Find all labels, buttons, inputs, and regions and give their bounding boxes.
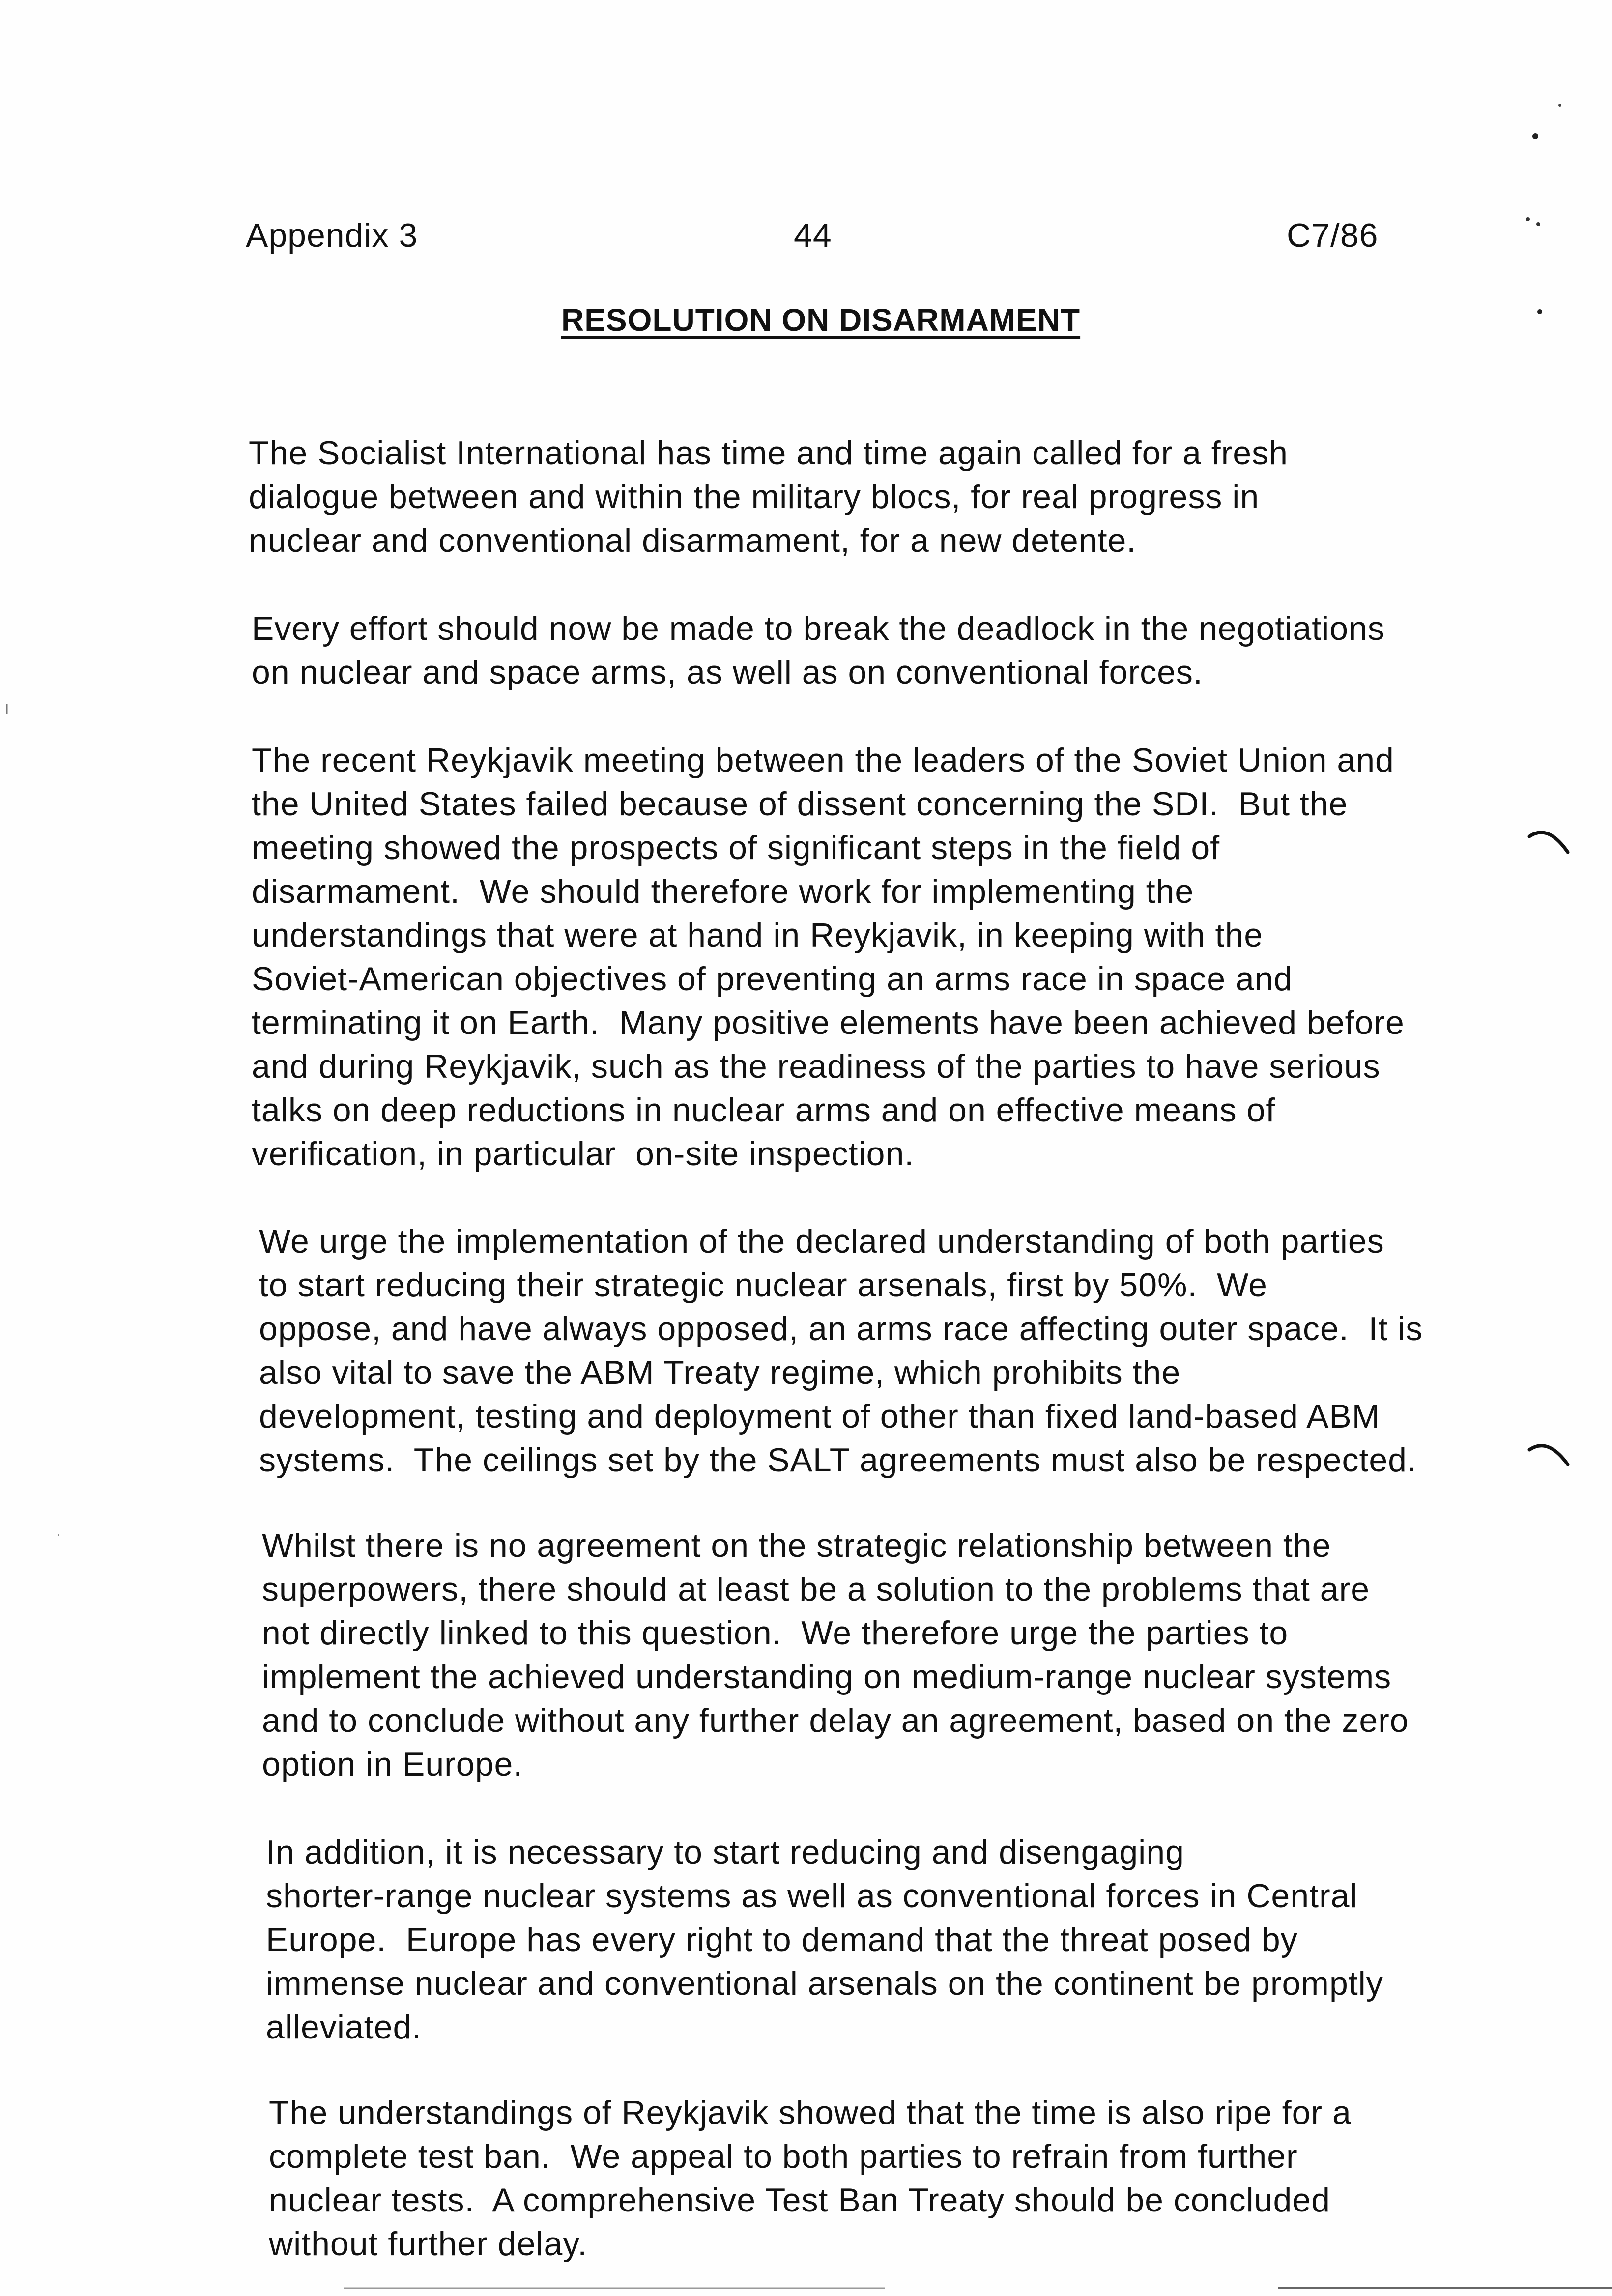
text-line: nuclear tests. A comprehensive Test Ban Treaty should be concluded <box>269 2181 1330 2219</box>
text-line: The recent Reykjavik meeting between the leaders of the Soviet Union and <box>252 742 1394 779</box>
text-line: disarmament. We should therefore work for implementing the <box>252 873 1194 910</box>
scan-speck <box>58 1534 59 1536</box>
text-line: without further delay. <box>269 2225 588 2263</box>
text-line: also vital to save the ABM Treaty regime, which prohibits the <box>259 1354 1181 1391</box>
paragraph-5 <box>262 1524 1409 1786</box>
margin-curl-mark <box>1529 832 1568 852</box>
text-line: option in Europe. <box>262 1746 523 1783</box>
text-line: talks on deep reductions in nuclear arms and on effective means of <box>252 1091 1276 1129</box>
appendix-label: Appendix 3 <box>246 217 418 254</box>
paragraph-7 <box>269 2091 1352 2266</box>
text-line: Whilst there is no agreement on the strategic relationship between the <box>262 1527 1331 1564</box>
text-line: In addition, it is necessary to start reducing and disengaging <box>266 1834 1184 1871</box>
text-line: and during Reykjavik, such as the readiness of the parties to have serious <box>252 1048 1381 1085</box>
text-line: systems. The ceilings set by the SALT agreements must also be respected. <box>259 1441 1417 1479</box>
text-line: Europe. Europe has every right to demand that the threat posed by <box>266 1921 1298 1958</box>
text-line: not directly linked to this question. We therefore urge the parties to <box>262 1614 1289 1652</box>
margin-dot <box>1526 217 1530 221</box>
text-line: Every effort should now be made to break the deadlock in the negotiations <box>252 610 1385 647</box>
text-line: immense nuclear and conventional arsenals on the continent be promptly <box>266 1965 1383 2002</box>
text-line: Soviet-American objectives of preventing an arms race in space and <box>252 960 1293 998</box>
text-line: the United States failed because of dissent concerning the SDI. But the <box>252 785 1348 823</box>
text-line: on nuclear and space arms, as well as on conventional forces. <box>252 654 1203 691</box>
paragraph-1 <box>249 431 1288 563</box>
margin-dot <box>1536 222 1540 226</box>
text-line: shorter-range nuclear systems as well as conventional forces in Central <box>266 1877 1358 1915</box>
margin-dot <box>1537 309 1542 314</box>
text-line: The Socialist International has time and time again called for a fresh <box>249 434 1288 472</box>
text-line: complete test ban. We appeal to both parties to refrain from further <box>269 2138 1298 2175</box>
paragraph-6 <box>266 1831 1383 2049</box>
margin-dot <box>1532 133 1538 139</box>
text-line: nuclear and conventional disarmament, for a new detente. <box>249 522 1137 559</box>
resolution-title: RESOLUTION ON DISARMAMENT <box>561 302 1081 338</box>
text-line: superpowers, there should at least be a solution to the problems that are <box>262 1571 1370 1608</box>
text-line: alleviated. <box>266 2009 422 2046</box>
paragraph-4 <box>259 1220 1423 1482</box>
text-line: dialogue between and within the military blocs, for real progress in <box>249 478 1260 516</box>
document-reference: C7/86 <box>1287 217 1379 254</box>
page-number: 44 <box>794 217 832 254</box>
text-line: terminating it on Earth. Many positive elements have been achieved before <box>252 1004 1405 1041</box>
text-line: We urge the implementation of the declared understanding of both parties <box>259 1223 1384 1260</box>
text-line: and to conclude without any further delay an agreement, based on the zero <box>262 1702 1409 1739</box>
text-line: to start reducing their strategic nuclear arsenals, first by 50%. We <box>259 1266 1267 1304</box>
paragraph-3 <box>252 739 1405 1176</box>
text-line: development, testing and deployment of other than fixed land-based ABM <box>259 1398 1381 1435</box>
margin-curl-mark <box>1529 1446 1568 1464</box>
paragraph-2 <box>252 607 1385 694</box>
text-line: meeting showed the prospects of significant steps in the field of <box>252 829 1220 866</box>
text-line: oppose, and have always opposed, an arms race affecting outer space. It is <box>259 1310 1423 1348</box>
text-line: The understandings of Reykjavik showed that the time is also ripe for a <box>269 2094 1352 2131</box>
scan-speck <box>1558 104 1561 107</box>
text-line: implement the achieved understanding on medium-range nuclear systems <box>262 1658 1392 1695</box>
text-line: understandings that were at hand in Reykjavik, in keeping with the <box>252 917 1264 954</box>
text-line: verification, in particular on-site inspection. <box>252 1135 915 1173</box>
